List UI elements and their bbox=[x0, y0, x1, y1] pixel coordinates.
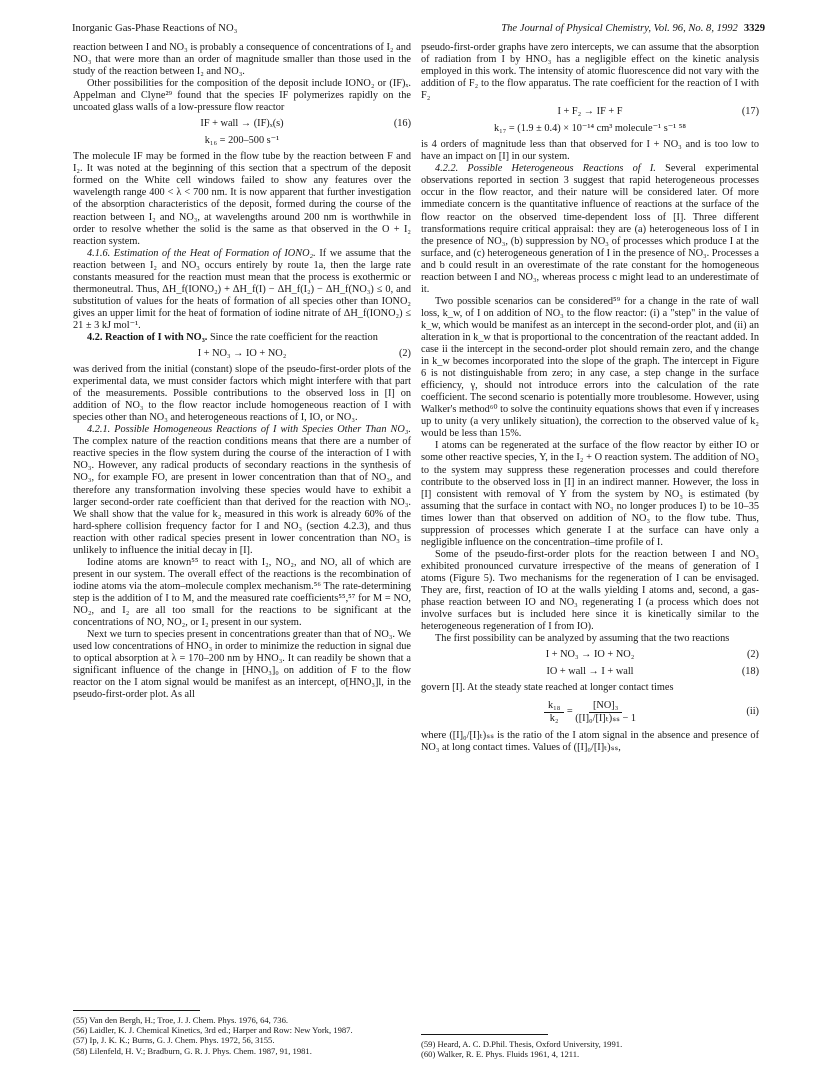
equation-text: k₁₆ = 200–500 s⁻¹ bbox=[204, 135, 280, 147]
equation-16 bbox=[73, 117, 411, 131]
equation-18 bbox=[421, 665, 759, 679]
paragraph: Some of the pseudo-first-order plots for the reaction between I and NO₃ exhibited pronounced curvature irrespective of the means of generation of I atoms (Figure 5). Two mechanisms for the regeneration of I can be envisaged. They are, first, reaction of IO at the walls yielding I atoms and, second, a gas-phase reaction between IO and NO₃ regenerating I (a process which does not involve surfaces but is included here since it is kinetically similar to the heterogeneous regeneration of I from IO). bbox=[421, 548, 759, 633]
footnote: (56) Laidler, K. J. Chemical Kinetics, 3rd ed.; Harper and Row: New York, 1987. bbox=[73, 1025, 353, 1036]
journal-name: The Journal of Physical Chemistry, Vol. 96, No. 8, 1992 bbox=[501, 23, 738, 34]
footnote-rule bbox=[73, 1010, 200, 1011]
equation-text: IF + wall → (IF)ₓ(s) bbox=[200, 118, 284, 130]
equation-number: (2) bbox=[746, 649, 759, 661]
left-column bbox=[73, 42, 411, 701]
right-column bbox=[421, 42, 759, 754]
equation-number: (18) bbox=[741, 666, 759, 678]
subsection-heading: 4.2.1. Possible Homogeneous Reactions of I with Species Other Than NO₃. bbox=[87, 424, 411, 436]
equation-number: (2) bbox=[398, 348, 411, 359]
footnote: (55) Van den Bergh, H.; Troe, J. J. Chem. Phys. 1976, 64, 736. bbox=[73, 1015, 289, 1025]
paragraph: Two possible scenarios can be considered⁵⁹ for a change in the rate of wall loss, k_w, of I on addition of NO₃ to the flow reactor: (i) a "step" in the value of k_w, which would be manifest as an intercept in the second-order plot, and (ii) an alteration in k_w that is proportional to the concentration of the reactant added. In case ii the intercept in the second-order plot should remain zero, and the change in k_w becomes incorporated into the slope of the graph. The intercept in Figure 6 is not distinguishable from zero; in any case, a step change in the surface efficiency, γ, should not introduce errors into the calculation of the rate coefficient. The second scenario is potentially more troublesome. However, using Walker's method⁶⁰ to solve the continuity equations shows that even if γ increases up to unity (a very unlikely situation), the correction to the observed value of k₂ would be less than 15%. bbox=[421, 295, 759, 440]
paragraph-text: Several experimental observations reported in section 3 suggest that rapid heterogeneous processes occur in the flow reactor, and their nature will be considered later. Of more immediate concern is the quantitative influence of reactions at the surface of the flow reactor on the observed time-dependent loss of [I]. Three different transformations require critical appraisal: they are (a) heterogeneous loss of I in the presence of NO₃, (b) suppression by NO₃ of processes which produce I at the surface, and (c) heterogeneous generation of I in the presence of NO₃. Processes a and b could result in an overestimate of the rate constant for the homogeneous reaction between I and NO₃, whereas process c might lead to an underestimate of it. bbox=[421, 163, 759, 295]
paragraph-text: The complex nature of the reaction conditions means that there are a number of reactive species in the flow system during the course of the interaction of I with NO₃. However, any radical products of secondary reactions in the synthesis of NO₃, for example FO, are present in lower concentration than that of NO₃, and therefore any transformation involving these species would have to exhibit a larger second-order rate coefficient than that derived for the reaction with NO₃. We shall show that the value for k₂ measured in this work is already 60% of the hard-sphere collision frequency factor for I and NO₃ (section 4.2.3), and thus reaction with other radical species present in lower concentration than NO₃ is unlikely to influence the initial decay in [I]. bbox=[73, 436, 411, 556]
fraction-lhs bbox=[544, 700, 564, 725]
footnote: (59) Heard, A. C. D.Phil. Thesis, Oxford University, 1991. bbox=[421, 1039, 623, 1049]
equation-text: k₁₇ = (1.9 ± 0.4) × 10⁻¹⁴ cm³ molecule⁻¹ s⁻¹ ⁵⁸ bbox=[494, 123, 686, 135]
subsection-heading: 4.1.6. Estimation of the Heat of Formation of IONO₂. bbox=[87, 247, 316, 259]
paragraph: The first possibility can be analyzed by assuming that the two reactions bbox=[435, 633, 730, 645]
rate-constant-k17 bbox=[421, 122, 759, 136]
section-heading: 4.2. Reaction of I with NO₃. bbox=[87, 331, 208, 343]
paragraph-text: Since the rate coefficient for the reaction bbox=[209, 331, 378, 343]
equation-number: (16) bbox=[393, 118, 411, 130]
subsection-heading: 4.2.2. Possible Heterogeneous Reactions of I. bbox=[435, 163, 656, 175]
paragraph: Other possibilities for the composition of the deposit include IONO₂ or (IF)ₓ. Appelman and Clyne²⁹ found that the species IF polymerizes rapidly on the uncoated glass walls of a low-pressure flow reactor bbox=[73, 78, 411, 114]
paragraph: reaction between I and NO₃ is probably a consequence of concentrations of I₂ and NO₃ that were more than an order of magnitude smaller than those used in the study of the reaction between I₂ and NO₃. bbox=[73, 42, 411, 78]
equation-number: (17) bbox=[741, 106, 759, 118]
running-head: Inorganic Gas-Phase Reactions of NO₃ bbox=[72, 23, 238, 34]
paragraph bbox=[73, 248, 411, 332]
paragraph: govern [I]. At the steady state reached at longer contact times bbox=[421, 682, 674, 694]
rate-constant-k16 bbox=[73, 134, 411, 148]
footnote: (58) Lilenfeld, H. V.; Bradburn, G. R. J. Phys. Chem. 1987, 91, 1981. bbox=[73, 1045, 312, 1056]
equation-text: I + NO₃ → IO + NO₂ bbox=[545, 649, 635, 661]
equation-2 bbox=[73, 347, 411, 361]
paragraph: Iodine atoms are known⁵⁵ to react with I₂, NO₂, and NO, all of which are present in our system. The overall effect of the reactions is the recombination of iodine atoms via the atom–molecule complex mechanism.⁵⁶ The rate-determining step is the addition of I to M, and the measured rate coefficients⁵⁵,⁵⁷ for M = NO, NO₂, and I₂ are all too small for the reactions to be significant at the concentrations of NO, NO₂, or I₂ present in our system. bbox=[73, 556, 411, 629]
paragraph: pseudo-first-order graphs have zero intercepts, we can assume that the absorption of radiation from I by HNO₃ has a negligible effect on the kinetic analysis employed in this work. The intensity of atomic fluorescence did not vary with the addition of F₂ to the flow apparatus. The rate coefficient for the reaction of I with F₂ bbox=[421, 42, 759, 102]
paragraph-text: If we assume that the reaction between I₂ and NO₃ occurs entirely by route 1a, then the large rate constants measured for the reaction must mean that the process is exothermic or thermoneutral. Thus, ΔH_f(IONO₂) + ΔH_f(I) − ΔH_f(I₂) − ΔH_f(NO₃) ≤ 0, and substitution of values for the heats of formation of all species other than IONO₂ gives an upper limit for the heat of formation of iodine nitrate of ΔH_f(IONO₂) ≤ 21 ± 3 kJ mol⁻¹. bbox=[73, 247, 412, 331]
equation-text: I + F₂ → IF + F bbox=[557, 106, 623, 118]
page-number: 3329 bbox=[743, 23, 765, 34]
paragraph bbox=[421, 163, 759, 296]
journal-citation bbox=[501, 22, 765, 35]
equation-text: IO + wall → I + wall bbox=[546, 666, 634, 678]
paragraph: was derived from the initial (constant) slope of the pseudo-first-order plots of the experimental data, we must consider factors which might interfere with that part of the measurements. Possible contributions to the observed loss in [I] on addition of NO₃ to the flow reactor include homogeneous reaction of I with species other than NO₃ and heterogeneous reactions of I, IO, or NO₃. bbox=[73, 364, 411, 424]
paragraph: I atoms can be regenerated at the surface of the flow reactor by either IO or some other reactive species, Y, in the I₂ + O reaction system. The addition of NO₃ to the system may suppress these regeneration processes and could therefore contribute to the observed loss in [I] in an indirect manner. However, the loss in [I] consistent with removal of Y from the system by NO₃ is estimated (by assuming that the surface in contact with NO₃ no longer produces I) to be 10–35 times lower than that observed on addition of NO₃ to the flow tube. Thus, suppression of processes which generate I at the surface can have only a negligible influence on the concentration–time profile of I. bbox=[421, 440, 759, 548]
equation-17 bbox=[421, 105, 759, 119]
denominator: ([I]₀/[I]ₜ)ₛₛ − 1 bbox=[575, 712, 636, 724]
numerator: k₁₈ bbox=[544, 700, 564, 713]
paragraph bbox=[73, 424, 411, 557]
equation-ii bbox=[421, 697, 759, 727]
equals-sign: = bbox=[564, 706, 576, 718]
fraction-rhs bbox=[575, 700, 636, 725]
denominator: k₂ bbox=[549, 712, 559, 724]
equation-text: I + NO₃ → IO + NO₂ bbox=[197, 348, 287, 359]
footnotes-left bbox=[73, 1000, 411, 1056]
equation-number: (ii) bbox=[746, 706, 759, 718]
paragraph bbox=[73, 332, 411, 344]
paragraph: is 4 orders of magnitude less than that observed for I + NO₃ and is too low to have an impact on [I] in our system. bbox=[421, 139, 759, 163]
footnote: (60) Walker, R. E. Phys. Fluids 1961, 4, 1211. bbox=[421, 1049, 580, 1060]
footnote-rule bbox=[421, 1034, 548, 1035]
numerator: [NO]₃ bbox=[589, 700, 622, 713]
footnote: (57) Ip, J. K. K.; Burns, G. J. Chem. Phys. 1972, 56, 3155. bbox=[73, 1035, 275, 1046]
paragraph: Next we turn to species present in concentrations greater than that of NO₃. We used low concentrations of HNO₃ in order to minimize the reduction in signal due to optical absorption at λ = 170–200 nm by HNO₃. It can readily be shown that a significant influence of the change in [HNO₃]₀ on addition of F to the flow reactor on the I atom signal would be manifest as an intercept, σ[HNO₃]l, in the pseudo-first-order plot. As all bbox=[73, 629, 411, 701]
paragraph: where ([I]₀/[I]ₜ)ₛₛ is the ratio of the I atom signal in the absence and presence of NO₃ at long contact times. Values of ([I]₀/[I]ₜ)ₛₛ, bbox=[421, 730, 759, 754]
footnotes-right bbox=[421, 1024, 759, 1059]
equation-2-repeat bbox=[421, 648, 759, 662]
paragraph: The molecule IF may be formed in the flow tube by the reaction between F and I₂. It was noted at the beginning of this section that a spectrum of the deposit formed on the White cell windows failed to show any features over the wavelength range 400 < λ < 700 nm. It is now apparent that further investigation of the absorption characteristics of the deposit, formed during the course of the reaction between I₂ and NO₃, at wavelengths around 200 nm is worthwhile in order to resolve whether the solid is the same as that observed in the O + I₂ reaction system. bbox=[73, 151, 411, 247]
